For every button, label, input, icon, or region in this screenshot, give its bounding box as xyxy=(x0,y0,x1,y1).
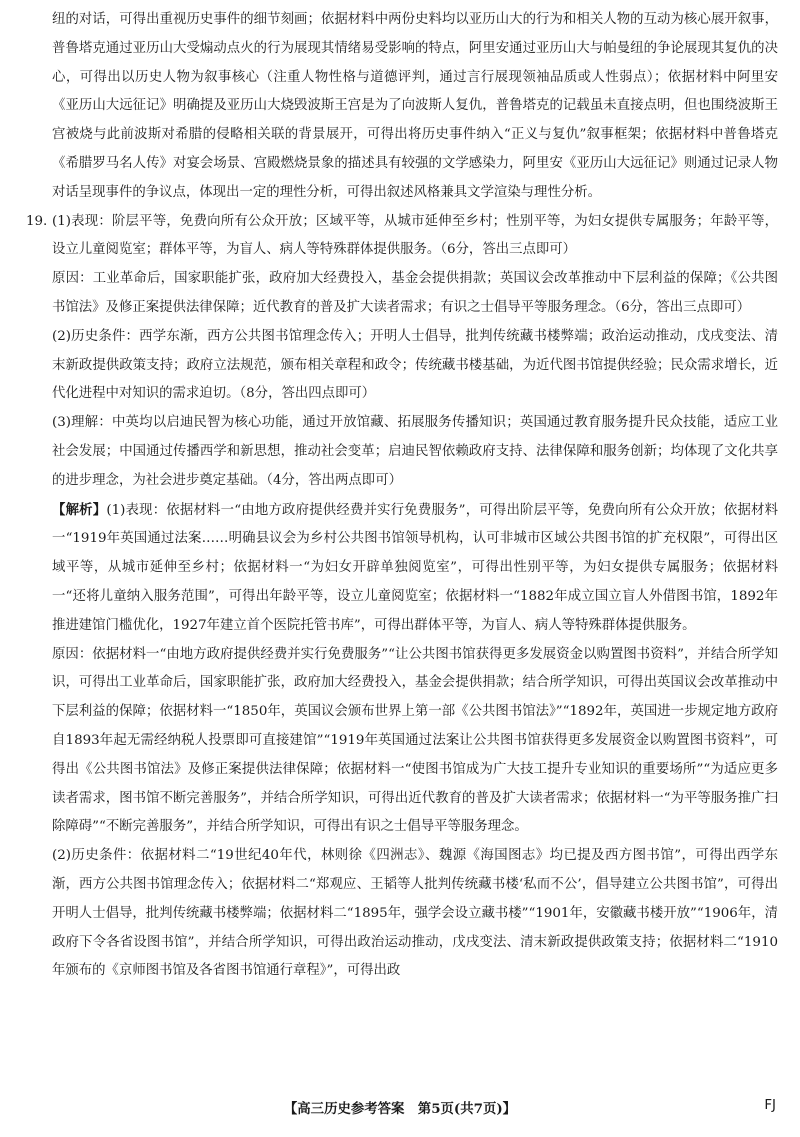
question-19-number: 19. xyxy=(26,213,48,229)
footer-page-info: 【高三历史参考答案 第5页(共7页)】 xyxy=(283,1101,517,1117)
question-19-block xyxy=(26,208,778,496)
q19-part1-answer: (1)表现：阶层平等，免费向所有公众开放；区域平等，从城市延伸至乡村；性别平等，为妇女提供专属服务；年龄平等，设立儿童阅览室；群体平等，为盲人、病人等特殊群体提供服务。（6分，答出三点即可） xyxy=(52,213,778,258)
q19-part3-answer: (3)理解：中英均以启迪民智为核心功能，通过开放馆藏、拓展服务传播知识；英国通过教育服务提升民众技能，适应工业社会发展；中国通过传播西学和新思想，推动社会变革；启迪民智依赖政府支持、法律保障和服务创新；均体现了文化共享的进步理念，为社会进步奠定基础。（4分，答出两点即可） xyxy=(52,415,778,488)
q19-part1-reason: 原因：工业革命后，国家职能扩张，政府加大经费投入，基金会提供捐款；英国议会改革推动中下层利益的保障；《公共图书馆法》及修正案提供法律保障；近代教育的普及扩大读者需求；有识之士倡导平等服务理念。（6分，答出三点即可） xyxy=(52,271,778,315)
footer-region-code: FJ xyxy=(764,1098,776,1113)
analysis-tag: 【解析】 xyxy=(52,501,107,518)
analysis-part1 xyxy=(26,496,778,641)
q19-part2-answer: (2)历史条件：西学东渐，西方公共图书馆理念传入；开明人士倡导，批判传统藏书楼弊端；政治运动推动，戊戌变法、清末新政提供政策支持；政府立法规范，颁布相关章程和政令；传统藏书楼基础，为近代图书馆提供经验；民众需求增长，近代化进程中对知识的需求迫切。（8分，答出四点即可） xyxy=(52,328,778,402)
analysis-part2: (2)历史条件：依据材料二“19世纪40年代，林则徐《四洲志》、魏源《海国图志》均已提及西方图书馆”，可得出西学东渐，西方公共图书馆理念传入；依据材料二“郑观应、王韬等人批判传统藏书楼‘私而不公’，倡导建立公共图书馆”，可得出开明人士倡导，批判传统藏书楼弊端；依据材料二“1895年，强学会设立藏书楼”“1901年，安徽藏书楼开放”“1906年，清政府下令各省设图书馆”，并结合所学知识，可得出政治运动推动，戊戌变法、清末新政提供政策支持；依据材料二“1910年颁布的《京师图书馆及各省图书馆通行章程》”，可得出政 xyxy=(52,848,778,979)
page-body xyxy=(26,6,778,986)
analysis-part1-text: (1)表现：依据材料一“由地方政府提供经费并实行免费服务”，可得出阶层平等，免费向所有公众开放；依据材料一“1919年英国通过法案……明确县议会为乡村公共图书馆领导机构，认可非城市区域公共图书馆的扩充权限”，可得出区域平等，从城市延伸至乡村；依据材料一“为妇女开辟单独阅览室”，可得出性别平等，为妇女提供专属服务；依据材料一“还将儿童纳入服务范围”，可得出年龄平等，设立儿童阅览室；依据材料一“1882年成立国立盲人外借图书馆，1892年推进建馆门槛优化，1927年建立首个医院托管书库”，可得出群体平等，为盲人、病人等特殊群体提供服务。 xyxy=(52,502,779,633)
intro-paragraph: 纽的对话，可得出重视历史事件的细节刻画；依据材料中两份史料均以亚历山大的行为和相关人物的互动为核心展开叙事，普鲁塔克通过亚历山大受煽动点火的行为展现其情绪易受影响的特点，阿里安通过亚历山大与帕曼纽的争论展现其复仇的决心，可得出以历史人物为叙事核心（注重人物性格与道德评判，通过言行展现领袖品质或人性弱点）；依据材料中阿里安《亚历山大远征记》明确提及亚历山大烧毁波斯王宫是为了向波斯人复仇，普鲁塔克的记载虽未直接点明，但也围绕波斯王宫被烧与此前波斯对希腊的侵略相关联的背景展开，可得出将历史事件纳入“正义与复仇”叙事框架；依据材料中普鲁塔克《希腊罗马名人传》对宴会场景、宫殿燃烧景象的描述具有较强的文学感染力，阿里安《亚历山大远征记》则通过记录人物对话呈现事件的争议点，体现出一定的理性分析，可得出叙述风格兼具文学渲染与理性分析。 xyxy=(52,12,778,200)
analysis-reason: 原因：依据材料一“由地方政府提供经费并实行免费服务”“让公共图书馆获得更多发展资金以购置图书资料”，并结合所学知识，可得出工业革命后，国家职能扩张，政府加大经费投入，基金会提供捐款；结合所学知识，可得出英国议会改革推动中下层利益的保障；依据材料一“1850年，英国议会颁布世界上第一部《公共图书馆法》”“1892年，英国进一步规定地方政府自1893年起无需经纳税人投票即可直接建馆”“1919年英国通过法案让公共图书馆获得更多发展资金以购置图书资料”，可得出《公共图书馆法》及修正案提供法律保障；依据材料一“使图书馆成为广大技工提升专业知识的重要场所”“为适应更多读者需求，图书馆不断完善服务”，并结合所学知识，可得出近代教育的普及扩大读者需求；依据材料一“为平等服务推广扫除障碍”“不断完善服务”，并结合所学知识，可得出有识之士倡导平等服务理念。 xyxy=(52,646,778,835)
page-footer xyxy=(0,1098,800,1122)
